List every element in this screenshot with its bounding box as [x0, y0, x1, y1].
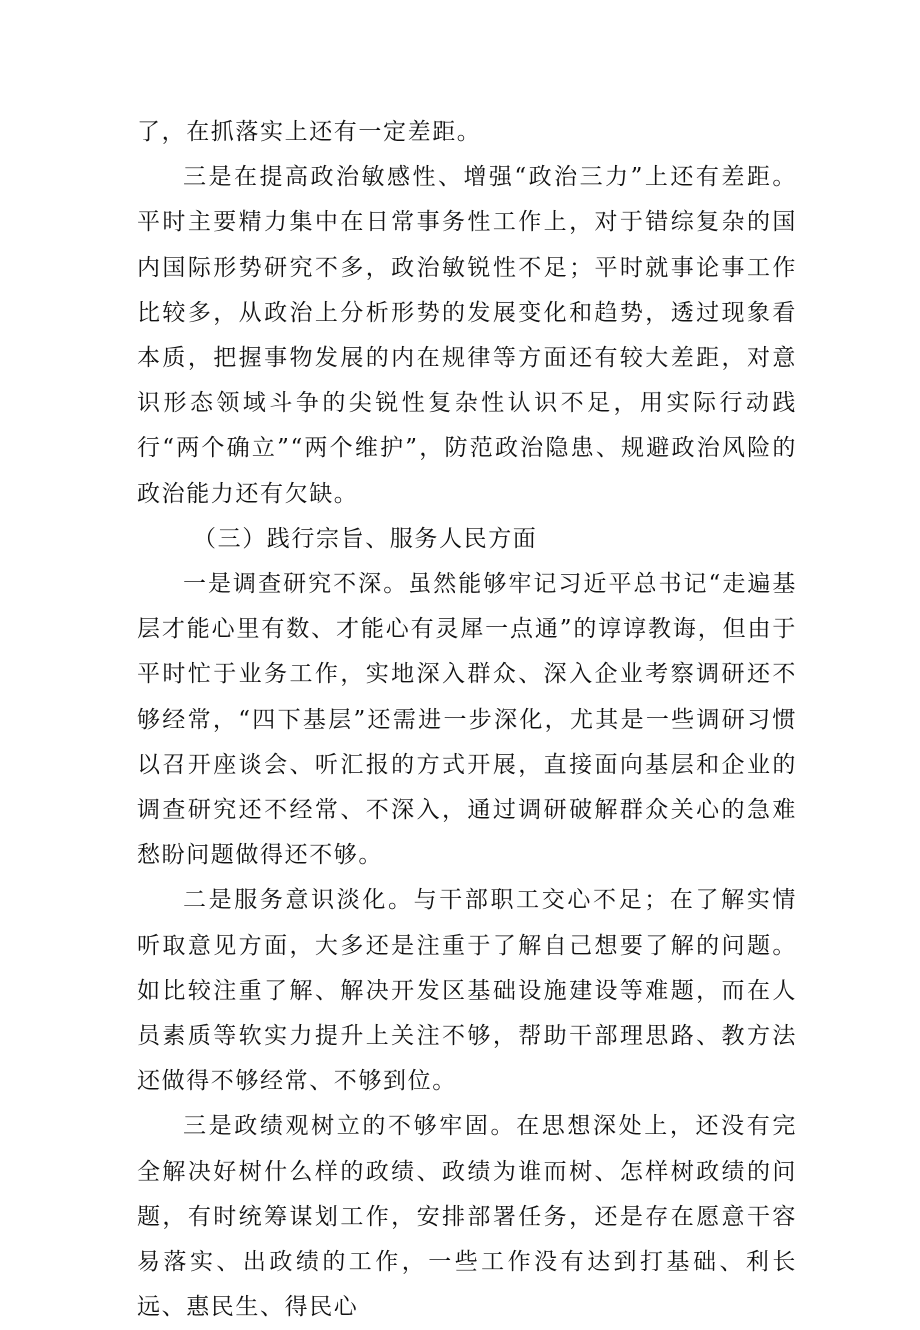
paragraph-achievement-view: 三是政绩观树立的不够牢固。在思想深处上，还没有完全解决好树什么样的政绩、政绩为谁而树、怎样树政绩的问题，有时统筹谋划工作，安排部署任务，还是存在愿意干容易落实、出政绩的工作，一些工作没有达到打基础、利长远、惠民生、得民心 — [137, 1113, 797, 1321]
paragraph-political-sensitivity: 三是在提高政治敏感性、增强“政治三力”上还有差距。平时主要精力集中在日常事务性工作上，对于错综复杂的国内国际形势研究不多，政治敏锐性不足；平时就事论事工作比较多，从政治上分析形势的发展变化和趋势，透过现象看本质，把握事物发展的内在规律等方面还有较大差距，对意识形态领域斗争的尖锐性复杂性认识不足，用实际行动践行“两个确立”“两个维护”，防范政治隐患、规避政治风险的政治能力还有欠缺。 — [137, 164, 797, 507]
paragraph-continuation: 了，在抓落实上还有一定差距。 — [137, 119, 482, 145]
document-body — [137, 110, 797, 1330]
paragraph-service-awareness: 二是服务意识淡化。与干部职工交心不足；在了解实情听取意见方面，大多还是注重于了解自己想要了解的问题。如比较注重了解、解决开发区基础设施建设等难题，而在人员素质等软实力提升上关注不够，帮助干部理思路、教方法还做得不够经常、不够到位。 — [137, 887, 797, 1095]
section-heading-serve-people: （三）践行宗旨、服务人民方面 — [193, 525, 538, 552]
paragraph-research: 一是调查研究不深。虽然能够牢记习近平总书记“走遍基层才能心里有数、才能心有灵犀一点通”的谆谆教诲，但由于平时忙于业务工作，实地深入群众、深入企业考察调研还不够经常，“四下基层”还需进一步深化，尤其是一些调研习惯以召开座谈会、听汇报的方式开展，直接面向基层和企业的调查研究还不经常、不深入，通过调研破解群众关心的急难愁盼问题做得还不够。 — [137, 571, 797, 869]
